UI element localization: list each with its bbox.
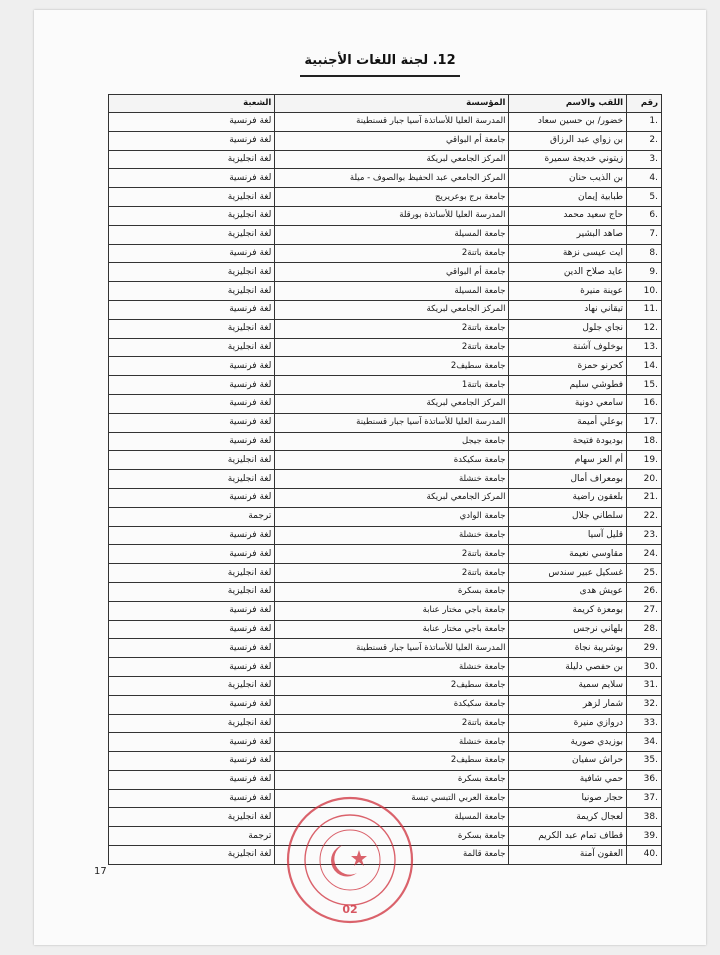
table-row — [109, 225, 662, 244]
row-institution: جامعة باجي مختار عنابة — [275, 601, 509, 620]
row-name: لعجال كريمة — [509, 808, 627, 827]
row-number: .34 — [627, 733, 662, 752]
table-row — [109, 319, 662, 338]
row-number: .30 — [627, 658, 662, 677]
row-number: .13 — [627, 338, 662, 357]
row-institution: جامعة خنشلة — [275, 733, 509, 752]
row-number: .15 — [627, 376, 662, 395]
row-institution: المركز الجامعي عبد الحفيظ بوالصوف - ميلة — [275, 169, 509, 188]
row-branch: لغة فرنسية — [109, 300, 275, 319]
row-branch: ترجمة — [109, 827, 275, 846]
row-name: قليل آسيا — [509, 526, 627, 545]
row-name: بن حفصي دليلة — [509, 658, 627, 677]
row-institution: جامعة قالمة — [275, 846, 509, 865]
row-number: .16 — [627, 394, 662, 413]
stamp-code: 02 — [342, 903, 358, 916]
row-institution: جامعة المسيلة — [275, 225, 509, 244]
row-number: .20 — [627, 470, 662, 489]
row-name: بوزيدي صورية — [509, 733, 627, 752]
row-number: .10 — [627, 282, 662, 301]
row-number: .19 — [627, 451, 662, 470]
row-branch: لغة انجليزية — [109, 206, 275, 225]
row-number: .25 — [627, 564, 662, 583]
table-row — [109, 357, 662, 376]
row-institution: المدرسة العليا للأساتذة آسيا جبار قسنطينة — [275, 413, 509, 432]
row-institution: جامعة سطيف2 — [275, 676, 509, 695]
row-number: .40 — [627, 846, 662, 865]
row-number: .11 — [627, 300, 662, 319]
row-branch: لغة انجليزية — [109, 150, 275, 169]
table-row — [109, 206, 662, 225]
row-institution: المدرسة العليا للأساتذة بورقلة — [275, 206, 509, 225]
row-institution: جامعة خنشلة — [275, 658, 509, 677]
table-row — [109, 188, 662, 207]
row-institution: المدرسة العليا للأساتذة آسيا جبار قسنطينة — [275, 113, 509, 132]
header-institution: المؤسسة — [275, 95, 509, 113]
row-institution: جامعة بسكرة — [275, 827, 509, 846]
row-institution: المركز الجامعي لبريكة — [275, 394, 509, 413]
row-branch: لغة فرنسية — [109, 526, 275, 545]
row-branch: لغة انجليزية — [109, 319, 275, 338]
table-row — [109, 338, 662, 357]
table-row — [109, 695, 662, 714]
row-institution: جامعة المسيلة — [275, 282, 509, 301]
row-institution: المركز الجامعي لبريكة — [275, 488, 509, 507]
row-name: تيقاني نهاد — [509, 300, 627, 319]
row-name: بن زواي عبد الرزاق — [509, 131, 627, 150]
row-name: سامعي دونية — [509, 394, 627, 413]
row-number: .21 — [627, 488, 662, 507]
row-name: بوعلي أميمة — [509, 413, 627, 432]
row-name: حاج سعيد محمد — [509, 206, 627, 225]
row-name: بلهاني نرجس — [509, 620, 627, 639]
table-row — [109, 639, 662, 658]
row-number: .32 — [627, 695, 662, 714]
row-institution: جامعة العربي التبسي تبسة — [275, 789, 509, 808]
row-institution: جامعة باتنة2 — [275, 244, 509, 263]
header-branch: الشعبة — [109, 95, 275, 113]
row-institution: جامعة خنشلة — [275, 526, 509, 545]
row-branch: لغة فرنسية — [109, 432, 275, 451]
row-branch: لغة انجليزية — [109, 338, 275, 357]
row-name: قطاف تمام عبد الكريم — [509, 827, 627, 846]
row-number: .35 — [627, 752, 662, 771]
table-row — [109, 413, 662, 432]
row-branch: لغة فرنسية — [109, 770, 275, 789]
row-branch: لغة فرنسية — [109, 376, 275, 395]
row-branch: لغة فرنسية — [109, 620, 275, 639]
table-row — [109, 282, 662, 301]
table-row — [109, 770, 662, 789]
row-number: .23 — [627, 526, 662, 545]
table-row — [109, 564, 662, 583]
row-institution: جامعة سطيف2 — [275, 357, 509, 376]
table-row — [109, 131, 662, 150]
row-number: .1 — [627, 113, 662, 132]
row-branch: لغة فرنسية — [109, 394, 275, 413]
row-institution: جامعة باتنة1 — [275, 376, 509, 395]
row-branch: لغة فرنسية — [109, 169, 275, 188]
row-institution: المركز الجامعي لبريكة — [275, 150, 509, 169]
row-branch: لغة انجليزية — [109, 676, 275, 695]
row-name: كحرنو حمزة — [509, 357, 627, 376]
row-name: مقاوسي نعيمة — [509, 545, 627, 564]
row-branch: لغة فرنسية — [109, 658, 275, 677]
table-row — [109, 733, 662, 752]
row-name: عويش هدى — [509, 582, 627, 601]
row-number: .36 — [627, 770, 662, 789]
row-name: العقون آمنة — [509, 846, 627, 865]
row-branch: لغة فرنسية — [109, 601, 275, 620]
row-number: .2 — [627, 131, 662, 150]
table-row — [109, 376, 662, 395]
official-stamp — [285, 795, 415, 925]
row-name: بومعزة كريمة — [509, 601, 627, 620]
row-number: .18 — [627, 432, 662, 451]
row-branch: لغة فرنسية — [109, 733, 275, 752]
row-number: .28 — [627, 620, 662, 639]
row-institution: جامعة سكيكدة — [275, 451, 509, 470]
row-number: .17 — [627, 413, 662, 432]
row-institution: جامعة سطيف2 — [275, 752, 509, 771]
row-institution: جامعة باتنة2 — [275, 545, 509, 564]
row-name: أم العز سهام — [509, 451, 627, 470]
row-branch: لغة فرنسية — [109, 488, 275, 507]
row-name: عايد صلاح الدين — [509, 263, 627, 282]
table-row — [109, 658, 662, 677]
row-number: .5 — [627, 188, 662, 207]
row-institution: جامعة الوادي — [275, 507, 509, 526]
table-row — [109, 676, 662, 695]
row-branch: لغة فرنسية — [109, 545, 275, 564]
row-name: عوينة منيرة — [509, 282, 627, 301]
table-row — [109, 507, 662, 526]
row-name: بوشريبة نجاة — [509, 639, 627, 658]
row-number: .38 — [627, 808, 662, 827]
table-row — [109, 752, 662, 771]
row-branch: لغة فرنسية — [109, 131, 275, 150]
row-institution: المركز الجامعي لبريكة — [275, 300, 509, 319]
row-number: .31 — [627, 676, 662, 695]
row-name: حجار صونيا — [509, 789, 627, 808]
row-name: زيتوني خديجة سميرة — [509, 150, 627, 169]
row-institution: جامعة باتنة2 — [275, 319, 509, 338]
table-row — [109, 714, 662, 733]
row-institution: جامعة باتنة2 — [275, 564, 509, 583]
row-name: بوديودة فتيحة — [509, 432, 627, 451]
table-row — [109, 244, 662, 263]
row-branch: لغة فرنسية — [109, 752, 275, 771]
table-row — [109, 488, 662, 507]
row-number: .7 — [627, 225, 662, 244]
row-name: بوخلوف آشنة — [509, 338, 627, 357]
row-number: .27 — [627, 601, 662, 620]
row-number: .29 — [627, 639, 662, 658]
row-institution: جامعة بسكرة — [275, 770, 509, 789]
row-institution: جامعة باجي مختار عنابة — [275, 620, 509, 639]
table-row — [109, 263, 662, 282]
row-branch: لغة انجليزية — [109, 451, 275, 470]
row-name: صاهد البشير — [509, 225, 627, 244]
row-name: سلطاني جلال — [509, 507, 627, 526]
table-row — [109, 451, 662, 470]
row-name: بومعراف أمال — [509, 470, 627, 489]
table-row — [109, 394, 662, 413]
row-institution: جامعة جيجل — [275, 432, 509, 451]
row-name: شمار لزهر — [509, 695, 627, 714]
row-number: .22 — [627, 507, 662, 526]
row-branch: لغة انجليزية — [109, 846, 275, 865]
table-header-row — [109, 95, 662, 113]
row-name: خضور/ بن حسين سعاد — [509, 113, 627, 132]
row-branch: لغة فرنسية — [109, 244, 275, 263]
table-row — [109, 150, 662, 169]
row-branch: لغة انجليزية — [109, 714, 275, 733]
row-institution: جامعة أم البواقي — [275, 263, 509, 282]
table-row — [109, 113, 662, 132]
row-name: سلايم سمية — [509, 676, 627, 695]
row-name: غسكيل عبير سندس — [509, 564, 627, 583]
row-name: ايت عيسى نزهة — [509, 244, 627, 263]
row-number: .26 — [627, 582, 662, 601]
row-institution: جامعة باتنة2 — [275, 714, 509, 733]
row-branch: لغة فرنسية — [109, 413, 275, 432]
table-row — [109, 620, 662, 639]
header-number: رقم — [627, 95, 662, 113]
row-name: حراش سفيان — [509, 752, 627, 771]
table-row — [109, 169, 662, 188]
row-branch: ترجمة — [109, 507, 275, 526]
row-number: .8 — [627, 244, 662, 263]
table-row — [109, 601, 662, 620]
star-crescent-emblem — [331, 845, 367, 876]
row-name: بلعقون راضية — [509, 488, 627, 507]
row-number: .4 — [627, 169, 662, 188]
row-branch: لغة انجليزية — [109, 225, 275, 244]
row-branch: لغة انجليزية — [109, 582, 275, 601]
row-institution: جامعة سكيكدة — [275, 695, 509, 714]
table-row — [109, 526, 662, 545]
committee-table — [108, 94, 662, 865]
row-branch: لغة فرنسية — [109, 789, 275, 808]
table-row — [109, 470, 662, 489]
row-institution: جامعة باتنة2 — [275, 338, 509, 357]
row-branch: لغة انجليزية — [109, 808, 275, 827]
table-row — [109, 300, 662, 319]
header-name: اللقب والاسم — [509, 95, 627, 113]
row-institution: جامعة بسكرة — [275, 582, 509, 601]
page-title: 12. لجنة اللغات الأجنبية — [300, 53, 460, 77]
row-branch: لغة فرنسية — [109, 357, 275, 376]
row-branch: لغة انجليزية — [109, 564, 275, 583]
row-branch: لغة انجليزية — [109, 263, 275, 282]
row-institution: المدرسة العليا للأساتذة آسيا جبار قسنطينة — [275, 639, 509, 658]
row-number: .39 — [627, 827, 662, 846]
row-branch: لغة انجليزية — [109, 282, 275, 301]
row-institution: جامعة أم البواقي — [275, 131, 509, 150]
page-number: 17 — [94, 866, 107, 877]
table-row — [109, 545, 662, 564]
row-name: حمي شافية — [509, 770, 627, 789]
table-row — [109, 432, 662, 451]
row-institution: جامعة برج بوعريريج — [275, 188, 509, 207]
row-institution: جامعة خنشلة — [275, 470, 509, 489]
row-branch: لغة انجليزية — [109, 470, 275, 489]
row-branch: لغة فرنسية — [109, 639, 275, 658]
row-number: .6 — [627, 206, 662, 225]
row-name: فطوشي سليم — [509, 376, 627, 395]
row-number: .3 — [627, 150, 662, 169]
row-name: بن الذيب حنان — [509, 169, 627, 188]
table-row — [109, 582, 662, 601]
row-branch: لغة فرنسية — [109, 695, 275, 714]
row-name: دروازي منيرة — [509, 714, 627, 733]
row-name: نجاي جلول — [509, 319, 627, 338]
row-number: .14 — [627, 357, 662, 376]
row-name: طبابية إيمان — [509, 188, 627, 207]
row-number: .9 — [627, 263, 662, 282]
row-institution: جامعة المسيلة — [275, 808, 509, 827]
row-number: .12 — [627, 319, 662, 338]
row-number: .24 — [627, 545, 662, 564]
row-branch: لغة انجليزية — [109, 188, 275, 207]
row-number: .33 — [627, 714, 662, 733]
row-branch: لغة فرنسية — [109, 113, 275, 132]
row-number: .37 — [627, 789, 662, 808]
